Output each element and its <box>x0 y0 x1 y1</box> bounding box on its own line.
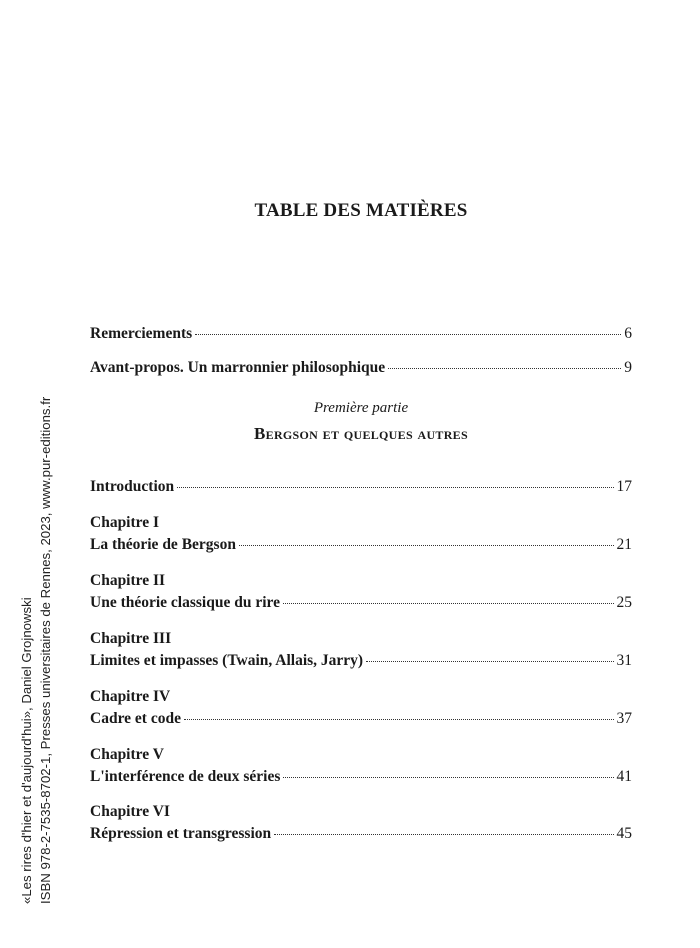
toc-entry-page: 9 <box>624 359 632 376</box>
chapter-label: Chapitre III <box>90 630 172 647</box>
toc-entry-page: 31 <box>616 652 632 669</box>
toc-entry-chapter <box>90 824 632 844</box>
toc-entry-page: 25 <box>616 594 632 611</box>
toc-entry-chapter <box>90 535 632 555</box>
side-note-line-2: ISBN 978-2-7535-8702-1, Presses universitaires de Rennes, 2023, www.pur-editions.fr <box>38 396 53 904</box>
toc-entry-page: 21 <box>616 536 632 553</box>
toc-entry-label: Introduction <box>90 478 175 495</box>
toc-entry-chapter <box>90 651 632 671</box>
toc-entry-label: Remerciements <box>90 325 193 342</box>
dot-leader <box>184 718 614 720</box>
part-title: Bergson et quelques autres <box>254 424 468 443</box>
dot-leader <box>366 660 613 662</box>
toc-entry-label: Avant-propos. Un marronnier philosophique <box>90 359 386 376</box>
toc-entry-label: Limites et impasses (Twain, Allais, Jarry) <box>90 652 364 669</box>
chapter-label: Chapitre V <box>90 746 164 763</box>
chapter-label: Chapitre II <box>90 572 166 589</box>
toc-entry-chapter <box>90 593 632 613</box>
toc-entry-page: 6 <box>624 325 632 342</box>
toc-entry-label: Cadre et code <box>90 710 181 727</box>
toc-entry-label: Une théorie classique du rire <box>90 594 281 611</box>
dot-leader <box>283 602 613 604</box>
copyright-side-note <box>17 396 57 904</box>
toc-entry-page: 17 <box>616 478 632 495</box>
toc-entry-label: La théorie de Bergson <box>90 536 236 553</box>
toc-entry-page: 45 <box>616 825 632 842</box>
dot-leader <box>177 486 613 488</box>
chapter-label: Chapitre VI <box>90 803 170 820</box>
toc-entry-avant-propos <box>90 358 632 378</box>
toc-entry-label: Répression et transgression <box>90 825 272 842</box>
toc-entry-chapter <box>90 709 632 729</box>
page-title: TABLE DES MATIÈRES <box>254 200 468 221</box>
toc-entry-introduction <box>90 477 632 497</box>
toc-entry-chapter <box>90 767 632 787</box>
dot-leader <box>195 333 621 335</box>
chapter-label: Chapitre IV <box>90 688 171 705</box>
dot-leader <box>239 544 614 546</box>
part-label: Première partie <box>313 400 409 416</box>
chapter-label: Chapitre I <box>90 514 160 531</box>
dot-leader <box>274 833 613 835</box>
toc-entry-remerciements <box>90 324 632 344</box>
dot-leader <box>388 367 621 369</box>
dot-leader <box>283 776 613 778</box>
side-note-line-1: «Les rires d'hier et d'aujourd'hui», Daniel Grojnowski <box>19 597 34 904</box>
toc-entry-page: 41 <box>616 768 632 785</box>
toc-entry-label: L'interférence de deux séries <box>90 768 281 785</box>
toc-entry-page: 37 <box>616 710 632 727</box>
